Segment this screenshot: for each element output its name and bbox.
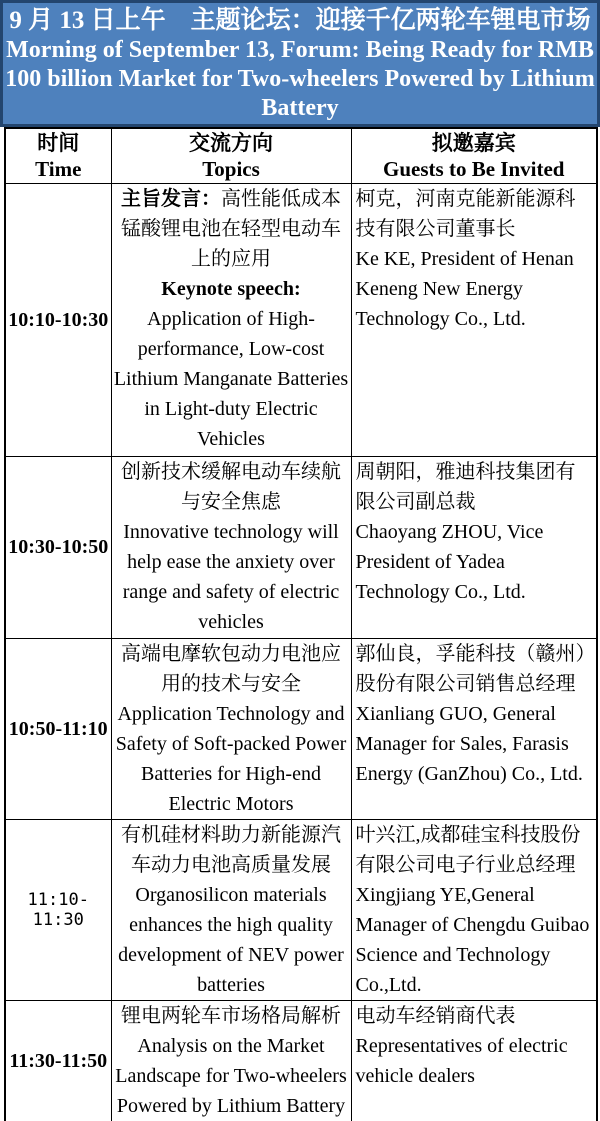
session-2-topic-zh: 创新技术缓解电动车续航与安全焦虑 — [121, 461, 341, 513]
session-1-topic-en-text: Application of High-performance, Low-cost Lithium Manganate Batteries in Light-duty Electric Vehicles — [113, 308, 349, 450]
column-header-time-en: Time — [35, 157, 82, 181]
session-3-topic-zh: 高端电摩软包动力电池应用的技术与安全 — [121, 643, 341, 695]
session-5-topic-zh: 锂电两轮车市场格局解析 — [121, 1005, 341, 1027]
session-5-guest — [351, 1001, 597, 1121]
session-2-guest — [351, 457, 597, 639]
session-1-guest — [351, 184, 597, 457]
session-2-time: 10:30-10:50 — [5, 457, 111, 639]
session-4-time: 11:10-11:30 — [5, 820, 111, 1001]
table-header-row — [5, 128, 597, 184]
forum-title-english-line3: Battery — [261, 95, 339, 121]
column-header-guests — [351, 128, 597, 184]
session-4-topic-en: Organosilicon materials enhances the high quality development of NEV power batteries — [118, 884, 344, 996]
session-row-4 — [5, 820, 597, 1001]
forum-title-chinese: 9 月 13 日上午 主题论坛：迎接千亿两轮车锂电市场 — [9, 7, 591, 34]
session-2-topic — [111, 457, 351, 639]
session-1-topic-en-label: Keynote speech: — [161, 278, 301, 300]
session-3-time: 10:50-11:10 — [5, 639, 111, 820]
session-4-topic — [111, 820, 351, 1001]
session-row-3 — [5, 639, 597, 820]
session-1-time: 10:10-10:30 — [5, 184, 111, 457]
forum-title-banner — [0, 0, 600, 127]
session-4-guest — [351, 820, 597, 1001]
session-3-guest — [351, 639, 597, 820]
column-header-time-zh: 时间 — [37, 131, 80, 155]
session-3-guest-zh: 郭仙良，孚能科技（赣州）股份有限公司销售总经理 — [355, 643, 586, 695]
session-1-topic-zh-text: 高性能低成本锰酸锂电池在轻型电动车上的应用 — [121, 188, 341, 270]
column-header-topics — [111, 128, 351, 184]
column-header-topics-zh: 交流方向 — [189, 131, 273, 155]
forum-title-english-line1: Morning of September 13, Forum: Being Ready for RMB — [6, 37, 594, 63]
forum-title-english-line2: 100 billion Market for Two-wheelers Powered by Lithium — [5, 66, 595, 92]
session-2-guest-zh: 周朝阳，雅迪科技集团有限公司副总裁 — [355, 461, 576, 513]
session-5-time: 11:30-11:50 — [5, 1001, 111, 1121]
session-5-guest-en: Representatives of electric vehicle dealers — [355, 1035, 568, 1087]
session-5-topic — [111, 1001, 351, 1121]
session-1-topic-zh-label: 主旨发言： — [121, 188, 221, 210]
session-1-topic-zh — [114, 184, 349, 274]
session-2-guest-en: Chaoyang ZHOU, Vice President of Yadea Technology Co., Ltd. — [355, 521, 544, 603]
session-1-guest-en: Ke KE, President of Henan Keneng New Energy Technology Co., Ltd. — [355, 248, 574, 330]
column-header-topics-en: Topics — [202, 157, 260, 181]
column-header-time — [5, 128, 111, 184]
agenda-table — [4, 127, 598, 1121]
session-row-2 — [5, 457, 597, 639]
session-row-5 — [5, 1001, 597, 1121]
session-5-topic-en: Analysis on the Market Landscape for Two-wheelers Powered by Lithium Battery — [115, 1035, 347, 1117]
session-1-guest-zh: 柯克，河南克能新能源科技有限公司董事长 — [355, 188, 576, 240]
session-row-1 — [5, 184, 597, 457]
session-5-guest-zh: 电动车经销商代表 — [355, 1005, 516, 1027]
session-3-topic — [111, 639, 351, 820]
column-header-guests-en: Guests to Be Invited — [383, 157, 565, 181]
session-3-topic-en: Application Technology and Safety of Soft-packed Power Batteries for High-end Electric Motors — [115, 703, 347, 815]
session-1-topic — [111, 184, 351, 457]
session-3-guest-en: Xianliang GUO, General Manager for Sales, Farasis Energy (GanZhou) Co., Ltd. — [355, 703, 583, 785]
session-4-guest-en: Xingjiang YE,General Manager of Chengdu Guibao Science and Technology Co.,Ltd. — [355, 884, 590, 996]
session-2-topic-en: Innovative technology will help ease the anxiety over range and safety of electric vehicles — [122, 521, 340, 633]
column-header-guests-zh: 拟邀嘉宾 — [431, 131, 516, 155]
session-4-topic-zh: 有机硅材料助力新能源汽车动力电池高质量发展 — [121, 824, 341, 876]
session-4-guest-zh: 叶兴江,成都硅宝科技股份有限公司电子行业总经理 — [355, 824, 581, 876]
